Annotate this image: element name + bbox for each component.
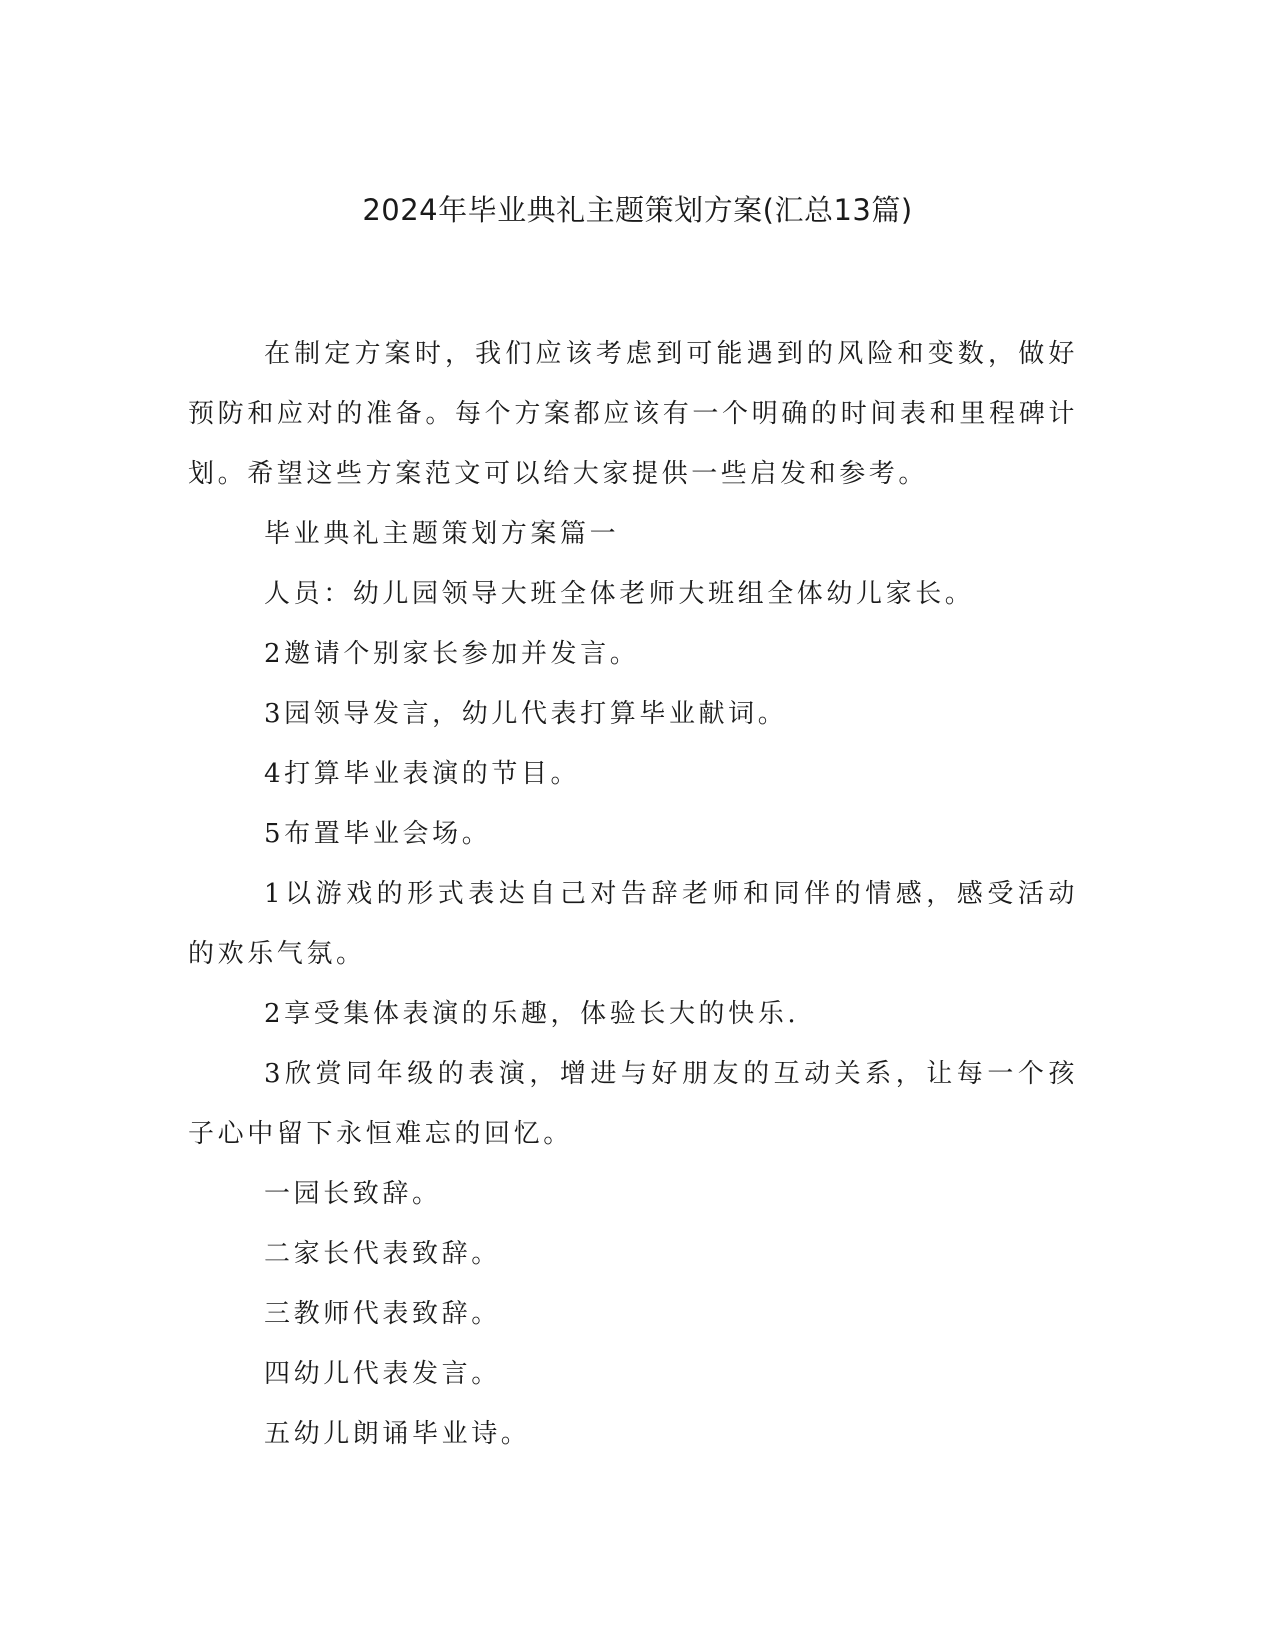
goal-item-3: 3欣赏同年级的表演，增进与好朋友的互动关系，让每一个孩子心中留下永恒难忘的回忆。	[188, 1059, 1078, 1149]
process-item-2: 二家长代表致辞。	[264, 1239, 501, 1269]
process-item-3: 三教师代表致辞。	[264, 1299, 501, 1329]
paragraph-personnel: 人员：幼儿园领导大班全体老师大班组全体幼儿家长。	[264, 579, 975, 609]
prep-item-5: 5布置毕业会场。	[264, 819, 492, 849]
prep-item-4: 4打算毕业表演的节目。	[264, 759, 581, 789]
section-heading: 毕业典礼主题策划方案篇一	[264, 519, 620, 549]
process-item-1: 一园长致辞。	[264, 1179, 442, 1209]
process-item-4: 四幼儿代表发言。	[264, 1359, 501, 1389]
process-item-5: 五幼儿朗诵毕业诗。	[264, 1419, 531, 1449]
goal-item-1: 1以游戏的形式表达自己对告辞老师和同伴的情感，感受活动的欢乐气氛。	[188, 879, 1078, 969]
page-title: 2024年毕业典礼主题策划方案(汇总13篇)	[362, 193, 913, 227]
prep-item-2: 2邀请个别家长参加并发言。	[264, 639, 640, 669]
goal-item-2: 2享受集体表演的乐趣，体验长大的快乐.	[264, 999, 800, 1029]
document-body	[188, 324, 1078, 1464]
prep-item-3: 3园领导发言，幼儿代表打算毕业献词。	[264, 699, 788, 729]
intro-paragraph: 在制定方案时，我们应该考虑到可能遇到的风险和变数，做好预防和应对的准备。每个方案都应该有一个明确的时间表和里程碑计划。希望这些方案范文可以给大家提供一些启发和参考。	[188, 339, 1078, 489]
